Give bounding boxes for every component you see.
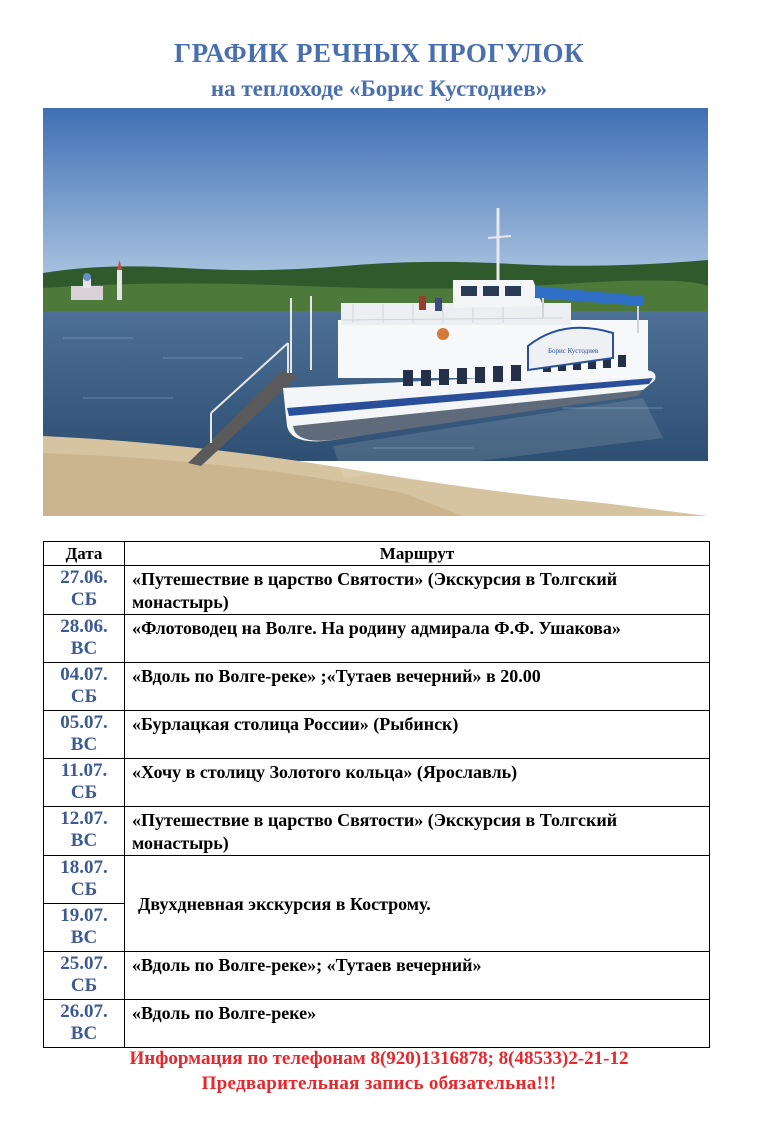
date-cell (44, 566, 125, 615)
date-cell (44, 615, 125, 663)
poster-subtitle: на теплоходе «Борис Кустодиев» (210, 76, 548, 101)
date-cell (44, 1000, 125, 1048)
date-text: 26.07. (60, 1001, 108, 1022)
route-cell: «Вдоль по Волге-реке»; «Тутаев вечерний» (125, 952, 710, 1000)
boat-photo (43, 108, 708, 516)
poster-title: ГРАФИК РЕЧНЫХ ПРОГУЛОК (173, 38, 585, 68)
date-cell (44, 711, 125, 759)
date-text: 28.06. (60, 616, 108, 637)
weekday-text: ВС (70, 638, 98, 659)
date-text: 12.07. (60, 808, 108, 829)
route-cell: «Путешествие в царство Святости» (Экскурсия в Толгский монастырь) (125, 566, 710, 615)
table-header-row (44, 542, 710, 566)
route-cell: Двухдневная экскурсия в Кострому. (125, 856, 710, 952)
header-route: Маршрут (125, 542, 710, 566)
date-text: 27.06. (60, 567, 108, 588)
boat-name-text: Борис Кустодиев (548, 347, 599, 355)
table-row (44, 615, 710, 663)
weekday-text: СБ (70, 589, 98, 610)
table-row (44, 807, 710, 856)
weekday-text: ВС (70, 927, 98, 948)
schedule-table (43, 541, 710, 1048)
weekday-text: ВС (70, 1023, 98, 1044)
date-text: 25.07. (60, 953, 108, 974)
date-text: 11.07. (60, 760, 108, 781)
date-text: 19.07. (60, 905, 108, 926)
route-cell: «Путешествие в царство Святости» (Экскурсия в Толгский монастырь) (125, 807, 710, 856)
date-cell (44, 807, 125, 856)
weekday-text: ВС (70, 734, 98, 755)
table-row (44, 856, 710, 904)
weekday-text: СБ (70, 686, 98, 707)
table-row (44, 663, 710, 711)
table-row (44, 711, 710, 759)
date-text: 04.07. (60, 664, 108, 685)
date-cell (44, 952, 125, 1000)
route-cell: «Вдоль по Волге-реке» ;«Тутаев вечерний» в 20.00 (125, 663, 710, 711)
weekday-text: СБ (70, 879, 98, 900)
weekday-text: СБ (70, 975, 98, 996)
booking-notice: Предварительная запись обязательна!!! (201, 1073, 557, 1094)
contact-phones: Информация по телефонам 8(920)1316878; 8(48533)2-21-12 (129, 1048, 629, 1069)
route-cell: «Бурлацкая столица России» (Рыбинск) (125, 711, 710, 759)
date-cell (44, 759, 125, 807)
table-row (44, 952, 710, 1000)
table-row (44, 1000, 710, 1048)
weekday-text: ВС (70, 830, 98, 851)
route-cell: «Вдоль по Волге-реке» (125, 1000, 710, 1048)
date-text: 05.07. (60, 712, 108, 733)
table-row (44, 566, 710, 615)
date-cell (44, 856, 125, 904)
route-cell: «Флотоводец на Волге. На родину адмирала Ф.Ф. Ушакова» (125, 615, 710, 663)
date-cell (44, 904, 125, 952)
table-row (44, 759, 710, 807)
weekday-text: СБ (70, 782, 98, 803)
route-cell: «Хочу в столицу Золотого кольца» (Ярославль) (125, 759, 710, 807)
header-date: Дата (44, 542, 125, 566)
date-cell (44, 663, 125, 711)
date-text: 18.07. (60, 857, 108, 878)
